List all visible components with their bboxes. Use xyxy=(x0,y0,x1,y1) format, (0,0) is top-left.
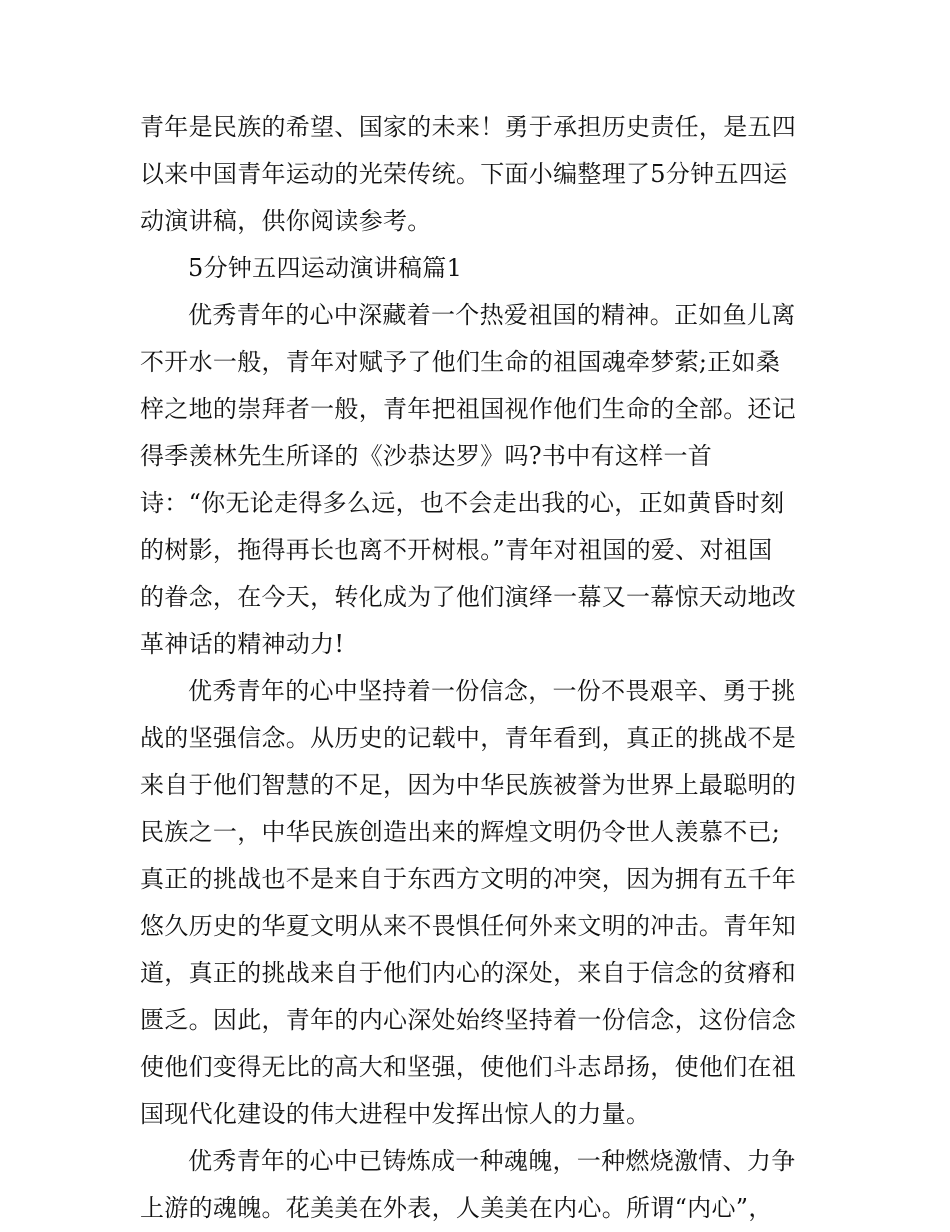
text-line: 梓之地的崇拜者一般，青年把祖国视作他们生命的全部。还记 xyxy=(140,395,797,423)
heading-line: 5分钟五四运动演讲稿篇1 xyxy=(188,254,463,282)
text-line: 匮乏。因此，青年的内心深处始终坚持着一份信念，这份信念 xyxy=(140,1006,797,1034)
text-line: 诗：“你无论走得多么远，也不会走出我的心，正如黄昏时刻 xyxy=(140,489,785,517)
intro-paragraph xyxy=(140,104,808,245)
text-line: 优秀青年的心中深藏着一个热爱祖国的精神。正如鱼儿离 xyxy=(188,301,796,329)
text-line: 道，真正的挑战来自于他们内心的深处，来自于信念的贫瘠和 xyxy=(140,959,797,987)
body-paragraph-1 xyxy=(140,292,808,668)
text-line: 悠久历史的华夏文明从来不畏惧任何外来文明的冲击。青年知 xyxy=(140,912,797,940)
text-line: 革神话的精神动力! xyxy=(140,630,345,658)
text-line: 的眷念，在今天，转化成为了他们演绎一幕又一幕惊天动地改 xyxy=(140,583,797,611)
text-line: 真正的挑战也不是来自于东西方文明的冲突，因为拥有五千年 xyxy=(140,865,797,893)
section-heading xyxy=(140,245,808,292)
text-line: 使他们变得无比的高大和坚强，使他们斗志昂扬，使他们在祖 xyxy=(140,1053,797,1081)
text-line: 优秀青年的心中已铸炼成一种魂魄，一种燃烧激情、力争 xyxy=(188,1147,796,1175)
text-line: 上游的魂魄。花美美在外表，人美美在内心。所谓“内心”， xyxy=(140,1194,773,1222)
document-body xyxy=(140,104,808,1232)
body-paragraph-2 xyxy=(140,668,808,1138)
text-line: 青年是民族的希望、国家的未来！勇于承担历史责任，是五四 xyxy=(140,113,797,141)
text-line: 战的坚强信念。从历史的记载中，青年看到，真正的挑战不是 xyxy=(140,724,797,752)
text-line: 来自于他们智慧的不足，因为中华民族被誉为世界上最聪明的 xyxy=(140,771,797,799)
text-line: 国现代化建设的伟大进程中发挥出惊人的力量。 xyxy=(140,1100,651,1128)
body-paragraph-3 xyxy=(140,1138,808,1232)
text-line: 优秀青年的心中坚持着一份信念，一份不畏艰辛、勇于挑 xyxy=(188,677,796,705)
text-line: 的树影，拖得再长也离不开树根。”青年对祖国的爱、对祖国 xyxy=(140,536,773,564)
text-line: 得季羡林先生所译的《沙恭达罗》吗?书中有这样一首 xyxy=(140,442,713,470)
text-line: 动演讲稿，供你阅读参考。 xyxy=(140,207,432,235)
text-line: 以来中国青年运动的光荣传统。下面小编整理了5分钟五四运 xyxy=(140,160,788,188)
text-line: 不开水一般，青年对赋予了他们生命的祖国魂牵梦萦;正如桑 xyxy=(140,348,781,376)
text-line: 民族之一，中华民族创造出来的辉煌文明仍令世人羡慕不已; xyxy=(140,818,781,846)
